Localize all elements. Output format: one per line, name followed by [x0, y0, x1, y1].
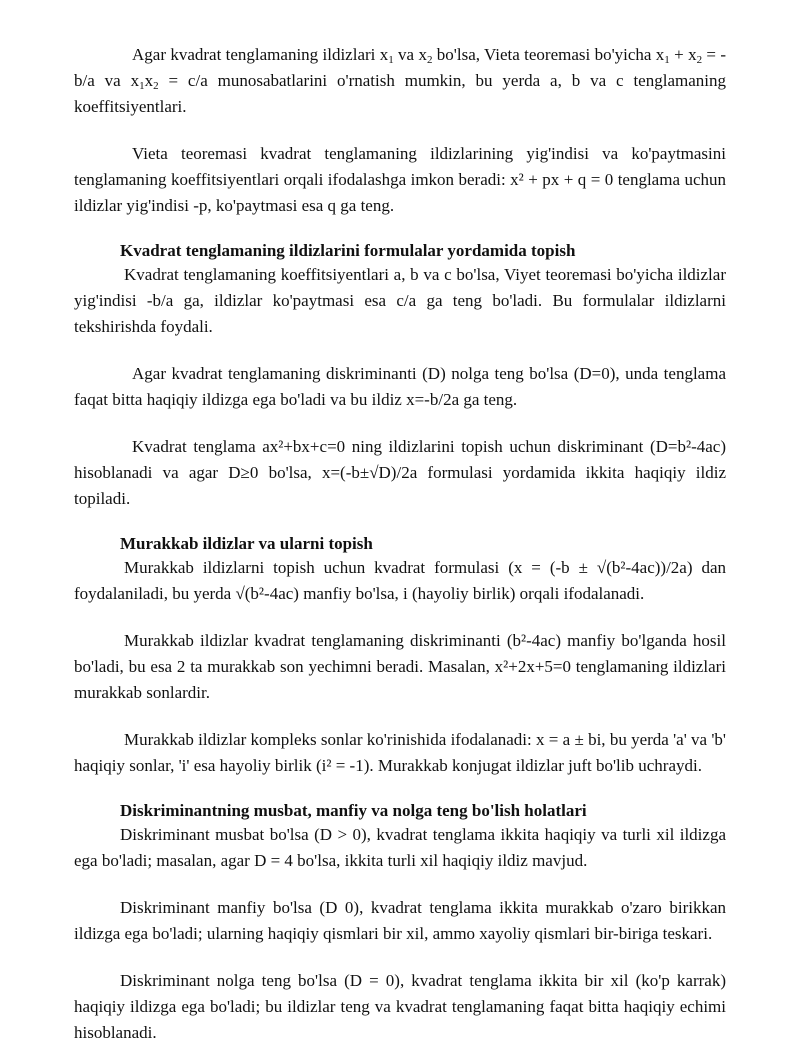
text-run: Agar kvadrat tenglamaning ildizlari x — [132, 45, 389, 64]
paragraph-discriminant-formula: Kvadrat tenglama ax²+bx+c=0 ning ildizlarini topish uchun diskriminant (D=b²-4ac) hisoblanadi va agar D≥0 bo'lsa, x=(-b±√D)/2a formulasi yordamida ikkita haqiqiy ildiz topiladi. — [74, 437, 726, 508]
text-run: va x — [393, 45, 427, 64]
section-heading-discriminant-cases: Diskriminantning musbat, manfiy va nolga teng bo'lish holatlari — [120, 801, 587, 820]
subscript: 1 — [139, 80, 145, 92]
subscript: 2 — [153, 80, 159, 92]
text-run: = -b/a va x — [74, 45, 727, 90]
paragraph-discriminant-zero-case: Diskriminant nolga teng bo'lsa (D = 0), kvadrat tenglama ikkita bir xil (ko'p karrak) haqiqiy ildizga ega bo'ladi; bu ildizlar teng va kvadrat tenglamaning faqat bitta haqiqiy echimi hisoblanadi. — [74, 971, 726, 1042]
text-run: + x — [669, 45, 697, 64]
paragraph-complex-negative: Murakkab ildizlar kvadrat tenglamaning diskriminanti (b²-4ac) manfiy bo'lganda hosil bo'ladi, bu esa 2 ta murakkab son yechimni beradi. Masalan, x²+2x+5=0 tenglamaning ildizlari murakkab sonlardir. — [74, 631, 726, 702]
subscript: 2 — [426, 54, 433, 66]
paragraph-discriminant-zero: Agar kvadrat tenglamaning diskriminanti (D) nolga teng bo'lsa (D=0), unda tenglama faqat bitta haqiqiy ildizga ega bo'ladi va bu ildiz x=-b/2a ga teng. — [74, 364, 726, 409]
subscript: 1 — [664, 54, 670, 66]
section-heading-formulas: Kvadrat tenglamaning ildizlarini formulalar yordamida topish — [120, 241, 576, 260]
paragraph-vieta-theorem: Vieta teoremasi kvadrat tenglamaning ildizlarining yig'indisi va ko'paytmasini tenglamaning koeffitsiyentlari orqali ifodalashga imkon beradi: x² + px + q = 0 tenglama uchun ildizlar yig'indisi -p, ko'paytmasi esa q ga teng. — [74, 144, 726, 215]
paragraph-discriminant-positive: Diskriminant musbat bo'lsa (D > 0), kvadrat tenglama ikkita haqiqiy va turli xil ildizga ega bo'ladi; masalan, agar D = 4 bo'lsa, ikkita turli xil haqiqiy ildiz mavjud. — [74, 825, 726, 870]
text-run: = c/a munosabatlarini o'rnatish mumkin, bu yerda a, b va c tenglamaning koeffitsiyentlari. — [74, 71, 726, 116]
paragraph-coefficients: Kvadrat tenglamaning koeffitsiyentlari a, b va c bo'lsa, Viyet teoremasi bo'yicha ildizlar yig'indisi -b/a ga, ildizlar ko'paytmasi esa c/a ga teng bo'ladi. Bu formulalar ildizlarni tekshirishda foydali. — [74, 265, 726, 336]
paragraph-discriminant-negative: Diskriminant manfiy bo'lsa (D 0), kvadrat tenglama ikkita murakkab o'zaro birikkan ildizga ega bo'ladi; ularning haqiqiy qismlari bir xil, ammo xayoliy qismlari bir-biriga teskari. — [74, 898, 726, 943]
text-run: bo'lsa, Vieta teoremasi bo'yicha x — [432, 45, 665, 64]
text-run: x — [144, 71, 154, 90]
section-heading-complex-roots: Murakkab ildizlar va ularni topish — [120, 534, 373, 553]
subscript: 2 — [696, 54, 703, 66]
paragraph-complex-formula: Murakkab ildizlarni topish uchun kvadrat formulasi (x = (-b ± √(b²-4ac))/2a) dan foydalaniladi, bu yerda √(b²-4ac) manfiy bo'lsa, i (hayoliy birlik) orqali ifodalanadi. — [74, 558, 726, 603]
subscript: 1 — [388, 54, 394, 66]
paragraph-complex-form: Murakkab ildizlar kompleks sonlar ko'rinishida ifodalanadi: x = a ± bi, bu yerda 'a' va 'b' haqiqiy sonlar, 'i' esa hayoliy birlik (i² = -1). Murakkab konjugat ildizlar juft bo'lib uchraydi. — [74, 730, 726, 775]
paragraph-vieta-roots — [74, 42, 726, 120]
